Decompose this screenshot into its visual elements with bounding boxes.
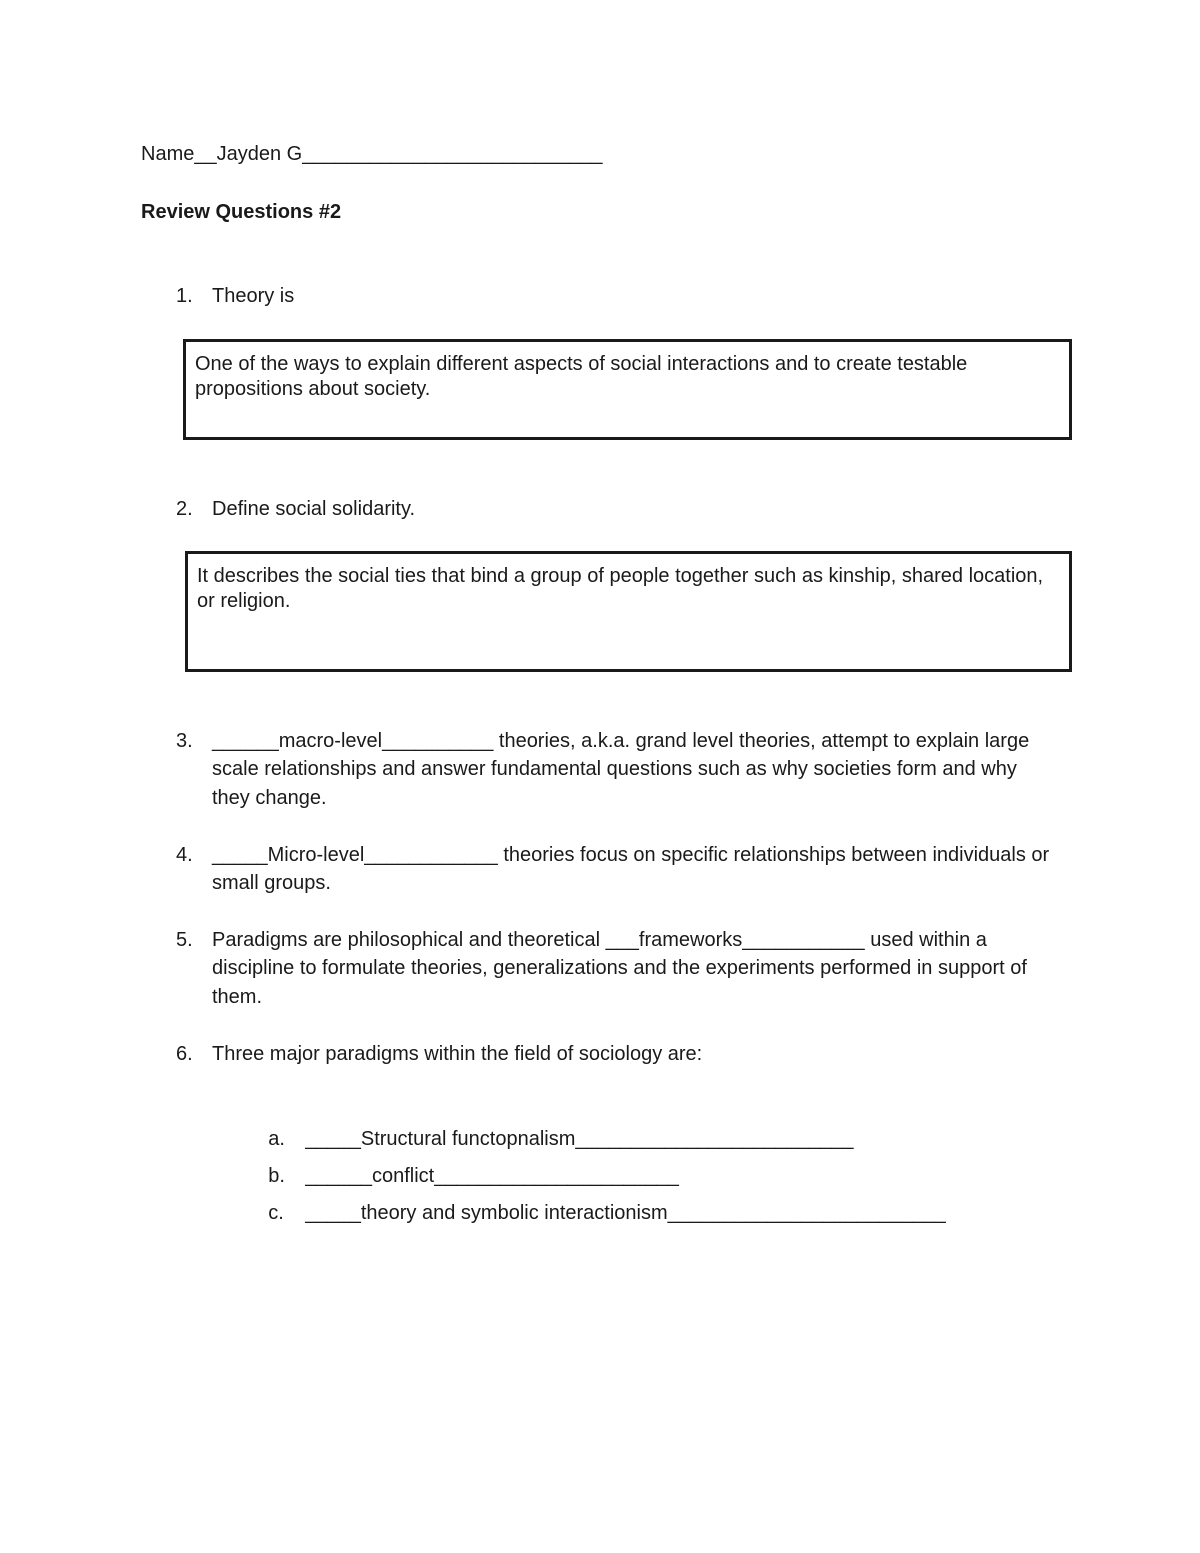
answer-box-1[interactable] [183,339,1072,440]
question-text: Theory is [212,285,295,307]
question-number: 6. [176,1043,193,1065]
question-1 [176,282,1056,310]
question-number: 4. [176,844,193,866]
answer-text: It describes the social ties that bind a group of people together such as kinship, shared location, or religion. [197,565,1044,612]
question-text: _____Micro-level____________ theories focus on specific relationships between individuals or small groups. [212,844,1050,895]
question-text: Paradigms are philosophical and theoretical ___frameworks___________ used within a discipline to formulate theories, generalizations and the experiments performed in support of them. [212,929,1027,1008]
question-number: 5. [176,929,193,951]
name-line: Name__Jayden G___________________________ [141,143,603,165]
page-title: Review Questions #2 [141,201,342,223]
list-letter: c. [268,1202,284,1224]
question-text: ______macro-level__________ theories, a.k.a. grand level theories, attempt to explain large scale relationships and answer fundamental questions such as why societies form and why they change. [212,730,1030,809]
question-2 [176,495,1056,523]
answer-text: One of the ways to explain different aspects of social interactions and to create testable propositions about society. [195,353,968,400]
answer-box-2[interactable] [185,551,1072,672]
paradigm-answer: _____theory and symbolic interactionism_________________________ [305,1202,946,1224]
question-4 [176,841,1056,898]
question-5 [176,926,1056,1011]
paradigm-item-c [246,1171,946,1255]
question-6 [176,1040,1056,1068]
question-number: 1. [176,285,193,307]
question-number: 3. [176,730,193,752]
list-letter: a. [268,1128,285,1150]
paradigm-answer: ______conflict______________________ [305,1165,679,1187]
paradigm-answer: _____Structural functopnalism_________________________ [305,1128,854,1150]
question-number: 2. [176,498,193,520]
question-text: Three major paradigms within the field of sociology are: [212,1043,703,1065]
question-3 [176,727,1056,812]
list-letter: b. [268,1165,285,1187]
question-text: Define social solidarity. [212,498,416,520]
